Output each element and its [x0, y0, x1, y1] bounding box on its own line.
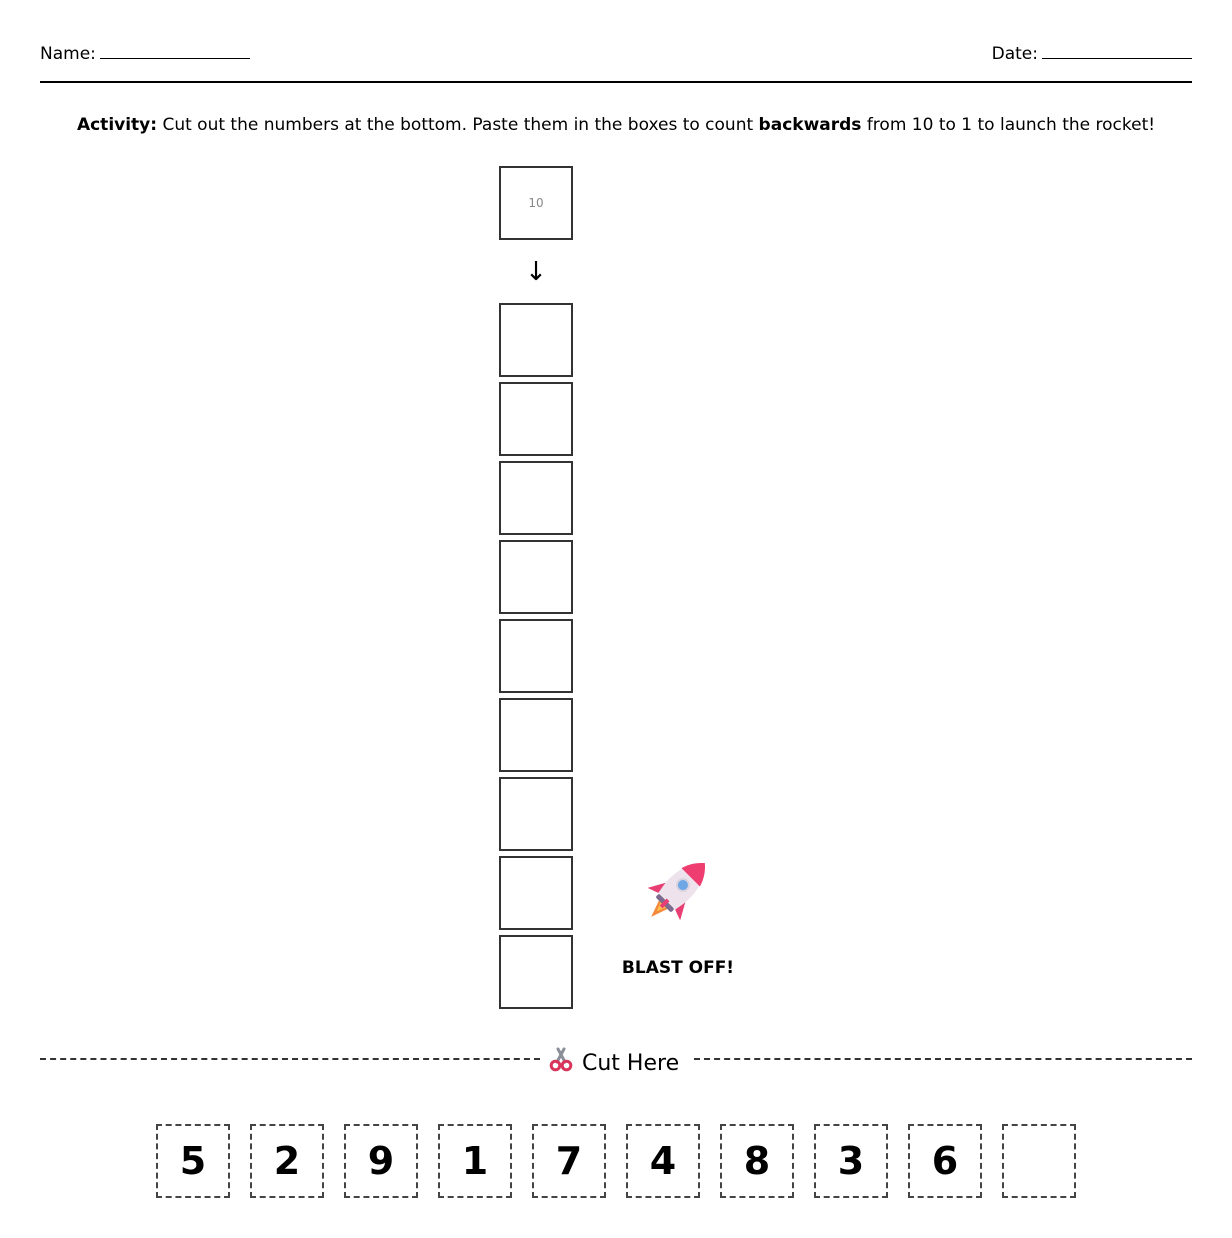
number-card[interactable]: 2 — [250, 1124, 324, 1198]
name-blank-line[interactable] — [100, 44, 250, 59]
rocket-icon — [635, 848, 721, 932]
activity-emphasis: backwards — [758, 115, 862, 135]
header-divider — [40, 81, 1192, 83]
paste-box[interactable] — [499, 382, 573, 456]
cut-here-text: Cut Here — [582, 1051, 680, 1076]
date-label: Date: — [991, 44, 1038, 64]
name-field — [40, 40, 250, 68]
number-card[interactable]: 4 — [626, 1124, 700, 1198]
down-arrow-icon: ↓ — [525, 257, 547, 287]
paste-box[interactable] — [499, 303, 573, 377]
number-card[interactable]: 6 — [908, 1124, 982, 1198]
worksheet-header — [40, 40, 1192, 68]
number-card[interactable] — [1002, 1124, 1076, 1198]
name-label: Name: — [40, 44, 96, 64]
activity-instructions — [0, 113, 1232, 137]
activity-text-2: from 10 to 1 to launch the rocket! — [861, 115, 1156, 135]
paste-box[interactable] — [499, 461, 573, 535]
cut-here-label — [548, 1048, 679, 1080]
number-card[interactable]: 7 — [532, 1124, 606, 1198]
paste-box[interactable] — [499, 619, 573, 693]
number-card[interactable]: 5 — [156, 1124, 230, 1198]
number-card[interactable]: 3 — [814, 1124, 888, 1198]
paste-box[interactable] — [499, 777, 573, 851]
blast-off-label: BLAST OFF! — [621, 958, 735, 978]
paste-box[interactable] — [499, 935, 573, 1009]
cut-line-left — [40, 1058, 540, 1060]
activity-lead: Activity: — [76, 115, 158, 135]
activity-text-1: Cut out the numbers at the bottom. Paste them in the boxes to count — [157, 115, 759, 135]
cut-line-right — [694, 1058, 1192, 1060]
scissors-icon — [548, 1046, 582, 1082]
date-field — [992, 40, 1192, 68]
number-card[interactable]: 9 — [344, 1124, 418, 1198]
date-blank-line[interactable] — [1042, 44, 1192, 59]
paste-box[interactable] — [499, 856, 573, 930]
number-card[interactable]: 1 — [438, 1124, 512, 1198]
paste-box[interactable] — [499, 698, 573, 772]
paste-box[interactable] — [499, 540, 573, 614]
number-card[interactable]: 8 — [720, 1124, 794, 1198]
countdown-box-start: 10 — [499, 166, 573, 240]
